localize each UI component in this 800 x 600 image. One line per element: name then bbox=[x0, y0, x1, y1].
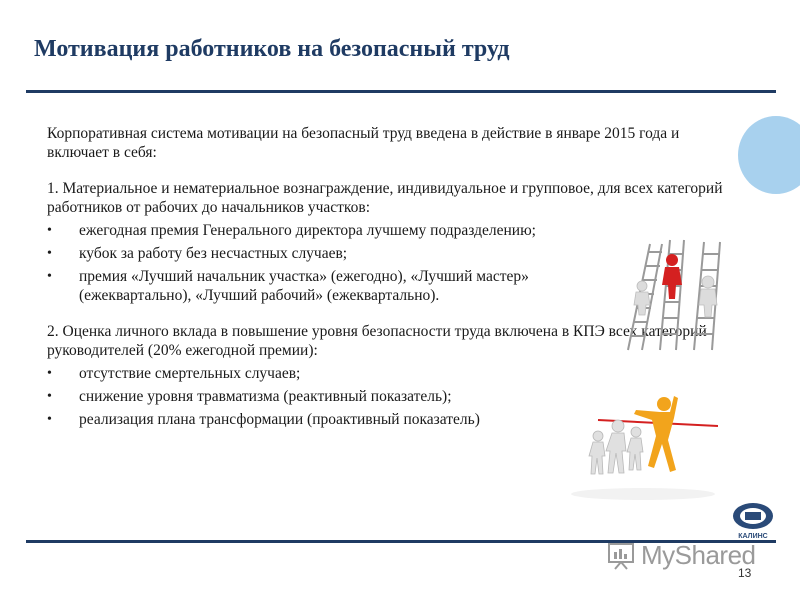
logo-text: КАЛИНС bbox=[738, 533, 768, 540]
list-item: • ежегодная премия Генерального директора лучшему подразделению; bbox=[47, 221, 727, 240]
list-item: • реализация плана трансформации (проактивный показатель) bbox=[47, 410, 727, 429]
list-item: • снижение уровня травматизма (реактивный показатель); bbox=[47, 387, 727, 406]
company-logo bbox=[728, 500, 778, 540]
section1-heading: 1. Материальное и нематериальное вознаграждение, индивидуальное и групповое, для всех категорий работников от рабочих до начальников участков: bbox=[47, 180, 723, 216]
title-divider bbox=[26, 90, 776, 93]
decorative-circle bbox=[738, 116, 800, 194]
presentation-screen-icon bbox=[607, 540, 635, 570]
intro-text: Корпоративная система мотивации на безопасный труд введена в действие в январе 2015 года и включает в себя: bbox=[47, 125, 680, 161]
page-number: 13 bbox=[738, 566, 752, 580]
list-item: • премия «Лучший начальник участка» (ежегодно), «Лучший мастер» (ежеквартально), «Лучший рабочий» (ежеквартально). bbox=[47, 267, 727, 305]
slide-title: Мотивация работников на безопасный труд bbox=[34, 36, 510, 62]
winner-finish-line-illustration bbox=[568, 390, 718, 502]
ladders-climbers-illustration bbox=[620, 238, 738, 352]
section2-heading: 2. Оценка личного вклада в повышение уровня безопасности труда включена в КПЭ всех категорий руководителей (20% ежегодной премии): bbox=[47, 323, 707, 359]
list-item: • кубок за работу без несчастных случаев; bbox=[47, 244, 727, 263]
watermark-text: MyShared bbox=[641, 539, 756, 570]
list-item: • отсутствие смертельных случаев; bbox=[47, 364, 727, 383]
